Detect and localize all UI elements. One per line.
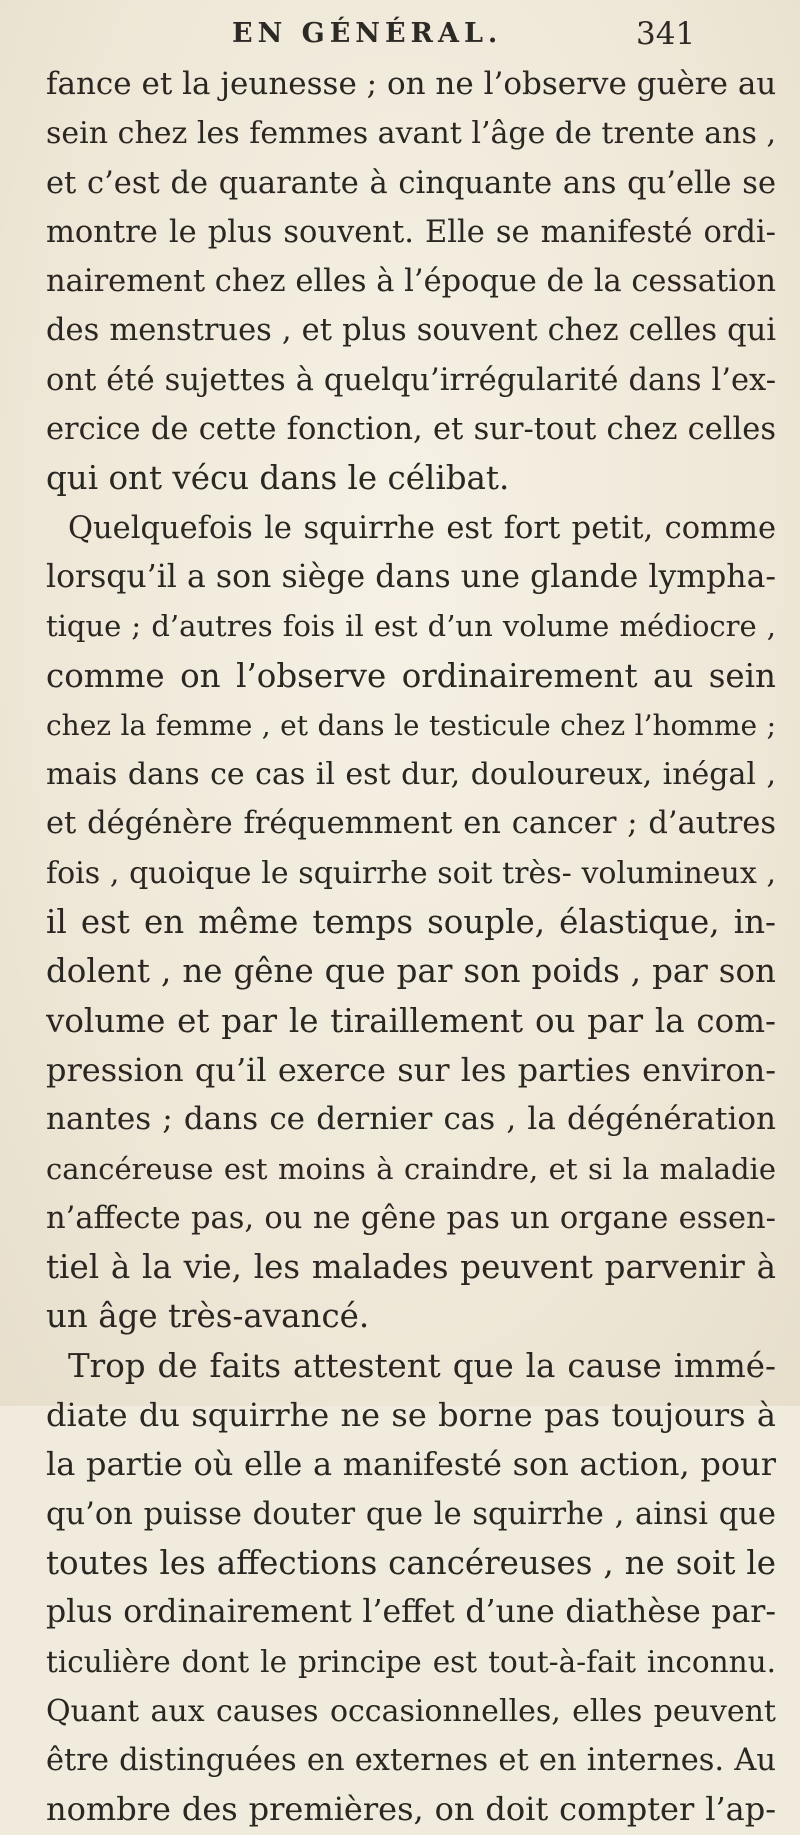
running-head: [0, 14, 800, 54]
text-line: un âge très-avancé.: [46, 1297, 370, 1336]
text-line: mais dans ce cas il est dur, douloureux, inégal ,: [46, 757, 776, 793]
text-line: toutes les affections cancéreuses , ne soit le: [46, 1543, 776, 1582]
text-line: Quelquefois le squirrhe est fort petit, comme: [68, 510, 776, 546]
text-line: Quant aux causes occasionnelles, elles peuvent: [46, 1693, 776, 1729]
text-line: tique ; d’autres fois il est d’un volume médiocre ,: [46, 609, 776, 644]
text-line: dolent , ne gêne que par son poids , par son: [46, 952, 776, 991]
text-line: Trop de faits attestent que la cause immé-: [68, 1346, 776, 1385]
text-line: des menstrues , et plus souvent chez celles qui: [46, 313, 776, 349]
body-text: [46, 60, 776, 1835]
text-line: être distinguées en externes et en internes. Au: [46, 1743, 776, 1779]
text-line: la partie où elle a manifesté son action, pour: [46, 1445, 776, 1484]
text-line: et c’est de quarante à cinquante ans qu’elle se: [46, 165, 776, 201]
running-title: EN GÉNÉRAL.: [232, 18, 503, 49]
text-line: fois , quoique le squirrhe soit très- volumineux ,: [46, 855, 776, 891]
text-line: plus ordinairement l’effet d’une diathèse par-: [46, 1594, 776, 1631]
text-line: montre le plus souvent. Elle se manifesté ordi-: [46, 214, 776, 250]
text-line: fance et la jeunesse ; on ne l’observe guère au: [46, 66, 776, 102]
text-line: tiel à la vie, les malades peuvent parvenir à: [46, 1248, 776, 1287]
text-line: nombre des premières, on doit compter l’ap-: [46, 1790, 776, 1829]
text-line: pression qu’il exerce sur les parties environ-: [46, 1050, 776, 1089]
text-line: sein chez les femmes avant l’âge de trente ans ,: [46, 116, 776, 152]
text-line: ercice de cette fonction, et sur-tout chez celles: [46, 412, 776, 448]
text-line: ticulière dont le principe est tout-à-fait inconnu.: [46, 1644, 776, 1679]
text-line: comme on l’observe ordinairement au sein: [46, 656, 776, 695]
text-line: n’affecte pas, ou ne gêne pas un organe essen-: [46, 1200, 776, 1236]
text-line: qui ont vécu dans le célibat.: [46, 459, 510, 498]
text-line: volume et par le tiraillement ou par la com-: [46, 1001, 776, 1040]
text-line: il est en même temps souple, élastique, in-: [46, 903, 776, 942]
text-line: ont été sujettes à quelqu’irrégularité dans l’ex-: [46, 362, 776, 398]
text-line: lorsqu’il a son siège dans une glande lympha-: [46, 558, 776, 595]
text-line: nantes ; dans ce dernier cas , la dégénération: [46, 1101, 776, 1138]
text-line: diate du squirrhe ne se borne pas toujours à: [46, 1396, 776, 1435]
text-line: chez la femme , et dans le testicule chez l’homme ;: [46, 708, 776, 742]
text-line: cancéreuse est moins à craindre, et si la maladie: [46, 1151, 776, 1186]
text-line: qu’on puisse douter que le squirrhe , ainsi que: [46, 1496, 776, 1532]
text-line: et dégénère fréquemment en cancer ; d’autres: [46, 806, 776, 842]
text-line: nairement chez elles à l’époque de la cessation: [46, 264, 776, 300]
page-number: 341: [636, 16, 696, 52]
